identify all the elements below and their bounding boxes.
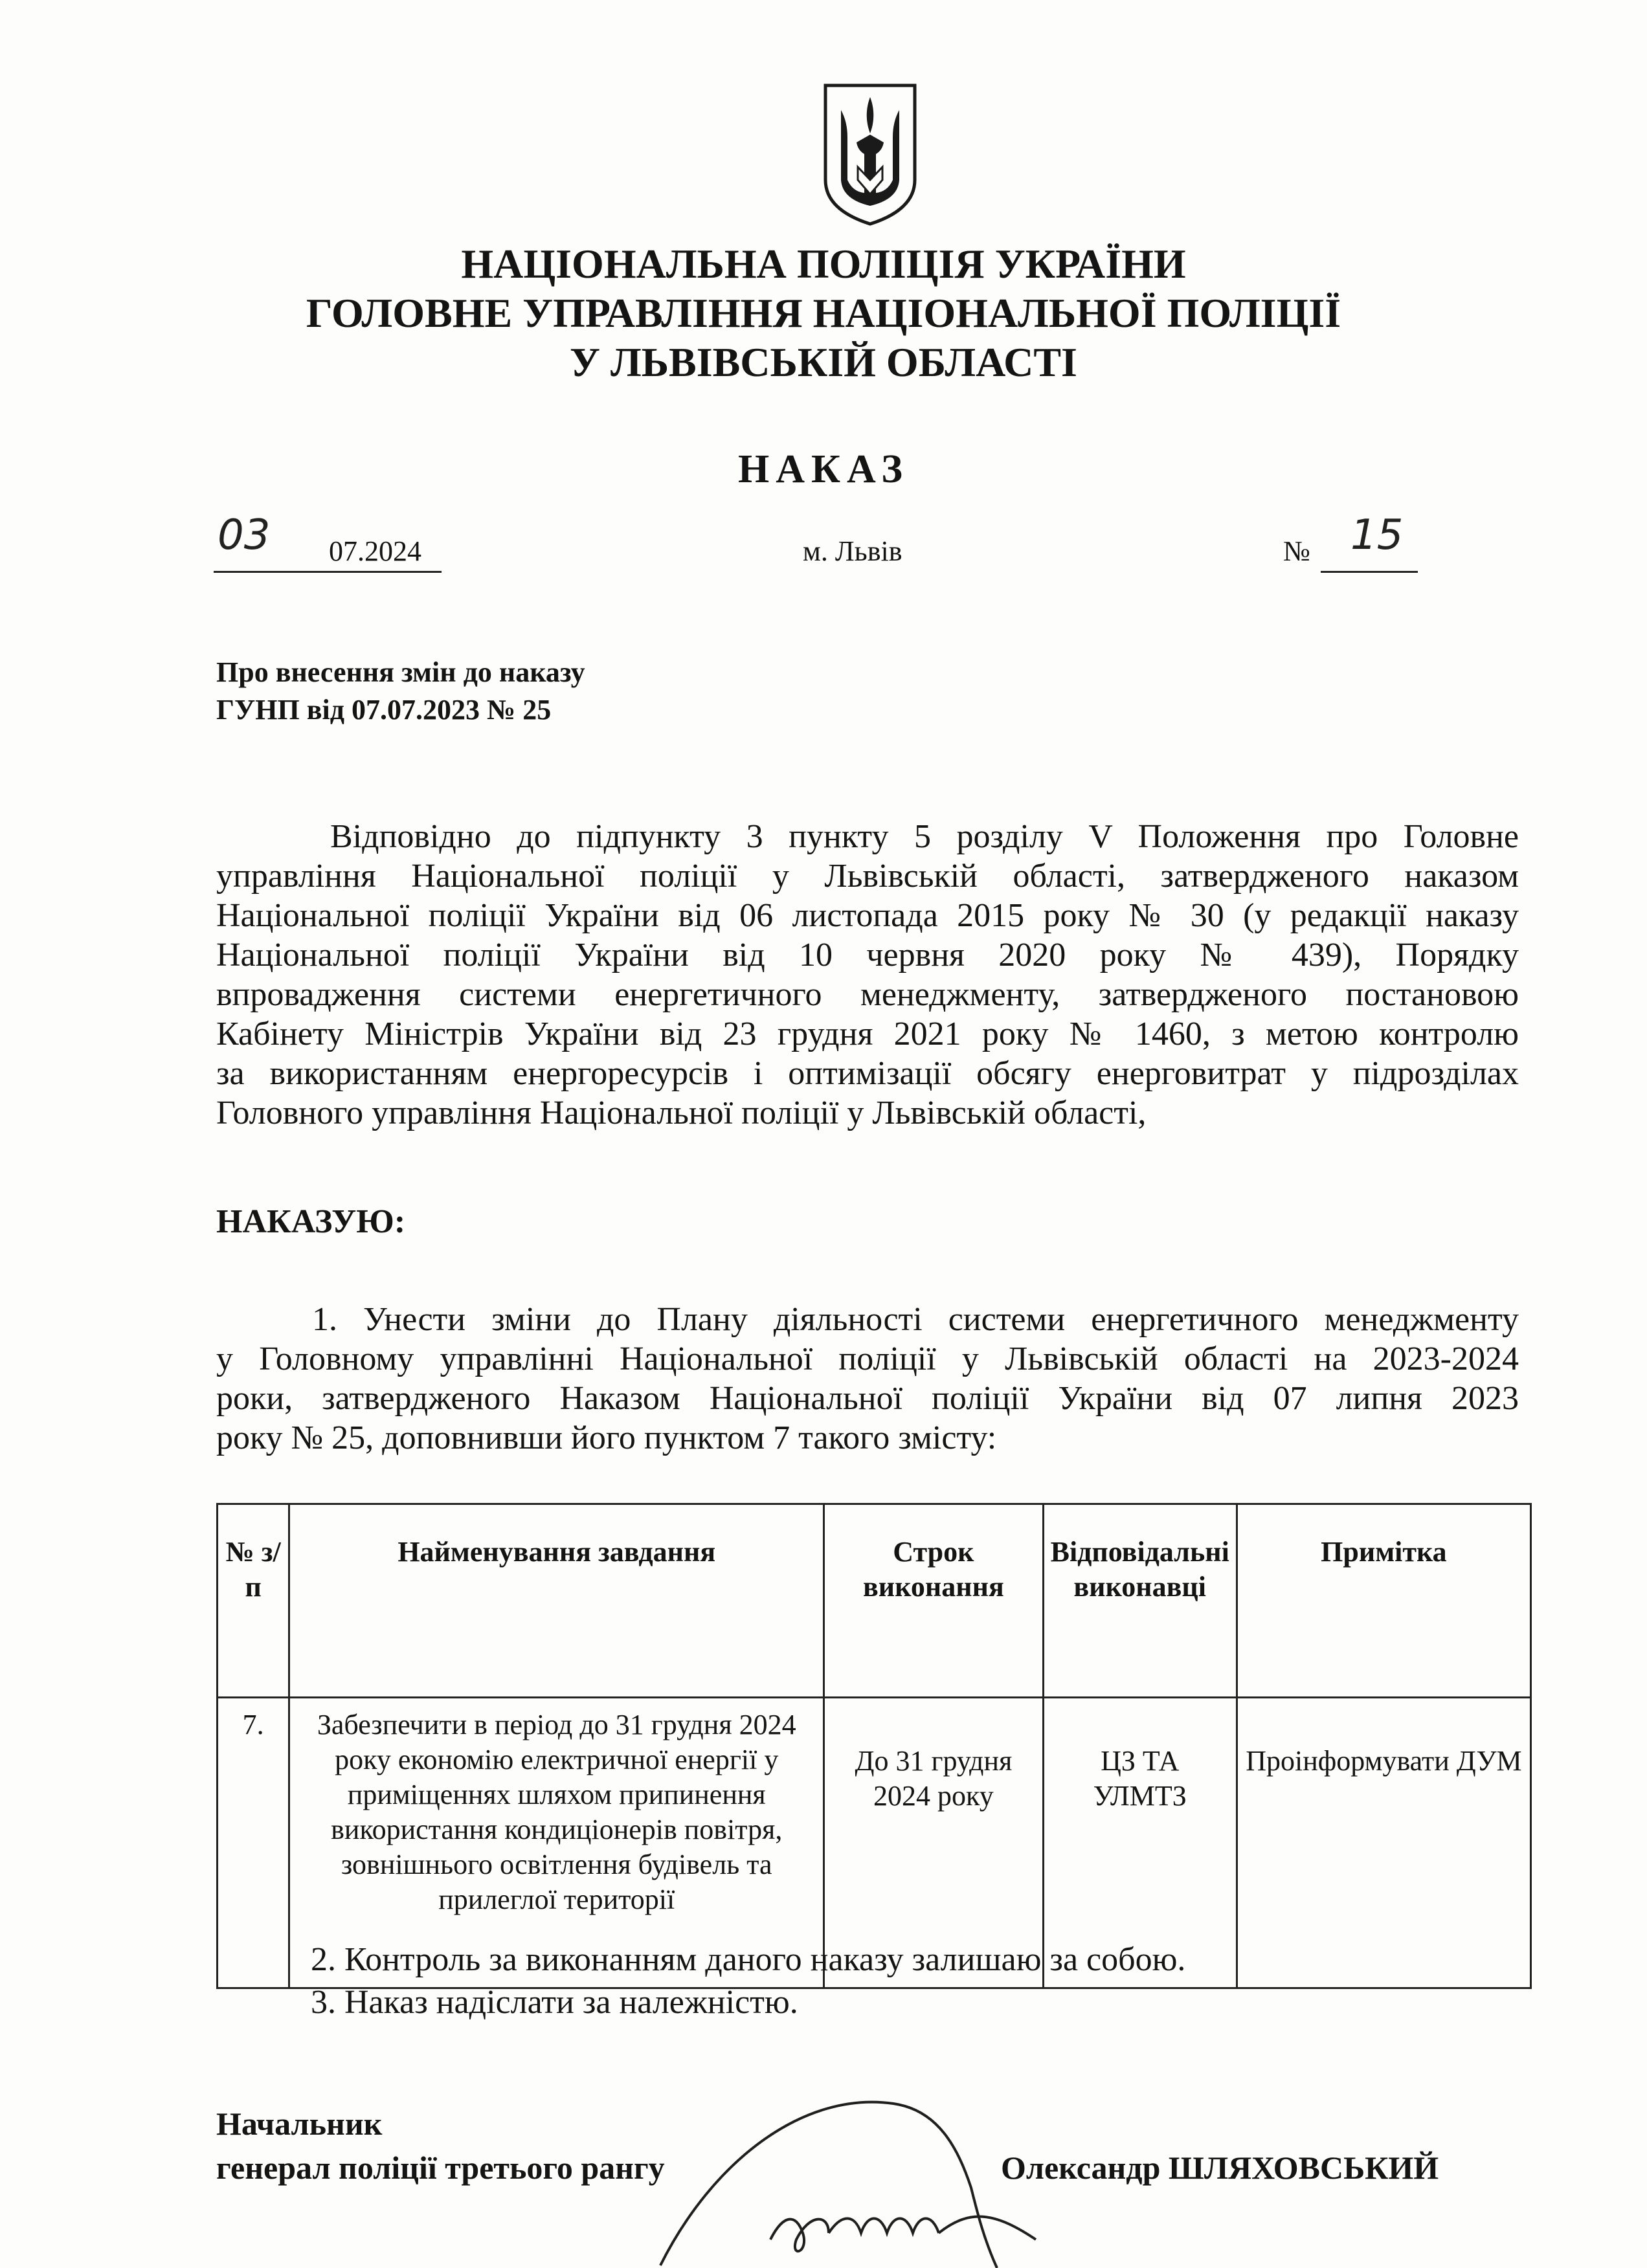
- signatory-position: Начальник: [216, 2106, 383, 2142]
- header-note: Примітка: [1237, 1504, 1530, 1698]
- document-title: НАКАЗ: [738, 447, 909, 491]
- preamble-paragraph: [216, 817, 1519, 1133]
- item-1-line: року № 25, доповнивши його пунктом 7 такого змісту:: [216, 1419, 997, 1456]
- cell-responsible: ЦЗ ТА УЛМТЗ: [1043, 1698, 1237, 1988]
- header-term: Строк виконання: [824, 1504, 1043, 1698]
- signatory-name: Олександр ШЛЯХОВСЬКИЙ: [1001, 2150, 1439, 2186]
- preamble-line: Національної поліції України від 10 червня 2020 року № 439), Порядку: [216, 937, 1519, 973]
- preamble-line: Головного управління Національної поліції у Львівській області,: [216, 1095, 1147, 1131]
- date-month-year: 07.2024: [329, 535, 421, 567]
- preamble-line: впровадження системи енергетичного менеджменту, затвердженого постановою: [216, 976, 1519, 1013]
- plan-table: [216, 1503, 1532, 1989]
- handwritten-signature: [634, 2019, 1088, 2268]
- number-label: №: [1283, 535, 1310, 567]
- item-1-line: 1. Унести зміни до Плану діяльності системи енергетичного менеджменту: [312, 1301, 1519, 1338]
- city: м. Львів: [803, 535, 902, 567]
- cell-term: До 31 грудня 2024 року: [824, 1698, 1043, 1988]
- header-task: Найменування завдання: [289, 1504, 824, 1698]
- subject-line-1: Про внесення змін до наказу: [216, 656, 585, 688]
- table-header-row: [218, 1504, 1531, 1698]
- item-3: 3. Наказ надіслати за належністю.: [311, 1984, 798, 2021]
- preamble-line: Національної поліції України від 06 листопада 2015 року № 30 (у редакції наказу: [216, 897, 1519, 934]
- subject-line-2: ГУНП від 07.07.2023 № 25: [216, 694, 552, 726]
- preamble-line: Кабінету Міністрів України від 23 грудня 2021 року № 1460, з метою контролю: [216, 1016, 1519, 1052]
- date-underline: [214, 571, 442, 573]
- item-1-paragraph: [216, 1300, 1519, 1458]
- preamble-line: Відповідно до підпункту 3 пункту 5 розділу V Положення про Головне: [330, 818, 1519, 855]
- subject: [216, 654, 585, 729]
- number-underline: [1321, 571, 1418, 573]
- date-day-handwritten: 03: [218, 511, 271, 559]
- item-2: 2. Контроль за виконанням даного наказу залишаю за собою.: [311, 1941, 1186, 1978]
- item-1-line: роки, затвердженого Наказом Національної поліції України від 07 липня 2023: [216, 1380, 1519, 1417]
- coat-of-arms-icon: [820, 83, 920, 227]
- header-responsible: Відповідальні виконавці: [1043, 1504, 1237, 1698]
- cell-note: Проінформувати ДУМ: [1237, 1698, 1530, 1988]
- preamble-line: за використанням енергоресурсів і оптимізації обсягу енерговитрат у підрозділах: [216, 1055, 1519, 1092]
- header-line-3: У ЛЬВІВСЬКІЙ ОБЛАСТІ: [570, 339, 1077, 385]
- cell-num: 7.: [218, 1698, 289, 1988]
- order-heading: НАКАЗУЮ:: [216, 1203, 406, 1240]
- item-1-line: у Головному управлінні Національної поліції у Львівській області на 2023-2024: [216, 1340, 1519, 1377]
- cell-task: Забезпечити в період до 31 грудня 2024 року економію електричної енергії у приміщеннях шляхом припинення використання кондиціонерів повітря, зовнішнього освітлення будівель та прилеглої території: [289, 1698, 824, 1988]
- signatory-rank: генерал поліції третього рангу: [216, 2150, 665, 2186]
- header-line-2: ГОЛОВНЕ УПРАВЛІННЯ НАЦІОНАЛЬНОЇ ПОЛІЦІЇ: [306, 290, 1341, 336]
- header-num: № з/п: [218, 1504, 289, 1698]
- preamble-line: управління Національної поліції у Львівській області, затвердженого наказом: [216, 858, 1519, 895]
- order-number-handwritten: 15: [1350, 511, 1404, 559]
- header-line-1: НАЦІОНАЛЬНА ПОЛІЦІЯ УКРАЇНИ: [461, 241, 1186, 287]
